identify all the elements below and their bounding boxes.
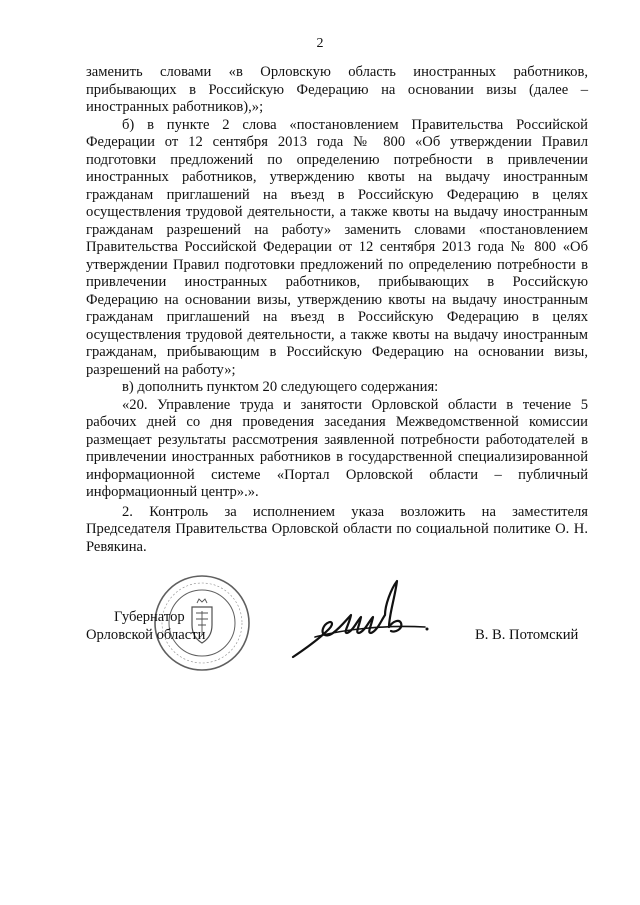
position-line-1: Губернатор: [114, 609, 185, 625]
document-body: [86, 64, 588, 556]
handwritten-signature-icon: [285, 575, 435, 665]
signatory-position: [86, 609, 205, 644]
signatory-name: В. В. Потомский: [475, 627, 579, 643]
paragraph: б) в пункте 2 слова «постановлением Правительства Российской Федерации от 12 сентября 2013 года № 800 «Об утверждении Правил подготовки предложений по определению потребности в привлечении иностранных работников, утверждению квоты на выдачу иностранным гражданам приглашений на въезд в Российскую Федерацию в целях осуществления трудовой деятельности, а также квоты на выдачу иностранным гражданам разрешений на работу» заменить словами «постановлением Правительства Российской Федерации от 12 сентября 2013 года № 800 «Об утверждении Правил подготовки предложений по определению потребности в привлечении иностранных работников, прибывающих в Российскую Федерацию на основании визы, утверждению квоты на выдачу иностранным гражданам приглашений на въезд в Российскую Федерацию в целях осуществления трудовой деятельности, а также квоты на выдачу иностранным гражданам, прибывающим в Российскую Федерацию на основании визы, разрешений на работу»;: [86, 116, 588, 378]
paragraph: заменить словами «в Орловскую область иностранных работников, прибывающих в Российскую Федерацию на основании визы (далее – иностранных работников),»;: [86, 64, 588, 115]
page-number: 2: [316, 36, 324, 51]
paragraph: в) дополнить пунктом 20 следующего содержания:: [122, 379, 439, 395]
paragraph: 2. Контроль за исполнением указа возложить на заместителя Председателя Правительства Орловской области по социальной политике О. Н. Ревякина.: [86, 503, 588, 555]
paragraph: «20. Управление труда и занятости Орловской области в течение 5 рабочих дней со дня проведения заседания Межведомственной комиссии размещает результаты рассмотрения заявленной потребности работодателей в привлечении иностранных работников в государственной специализированной информационной системе «Портал Орловской области – публичный информационный центр».».: [86, 396, 588, 500]
position-line-2: Орловской области: [86, 626, 206, 643]
